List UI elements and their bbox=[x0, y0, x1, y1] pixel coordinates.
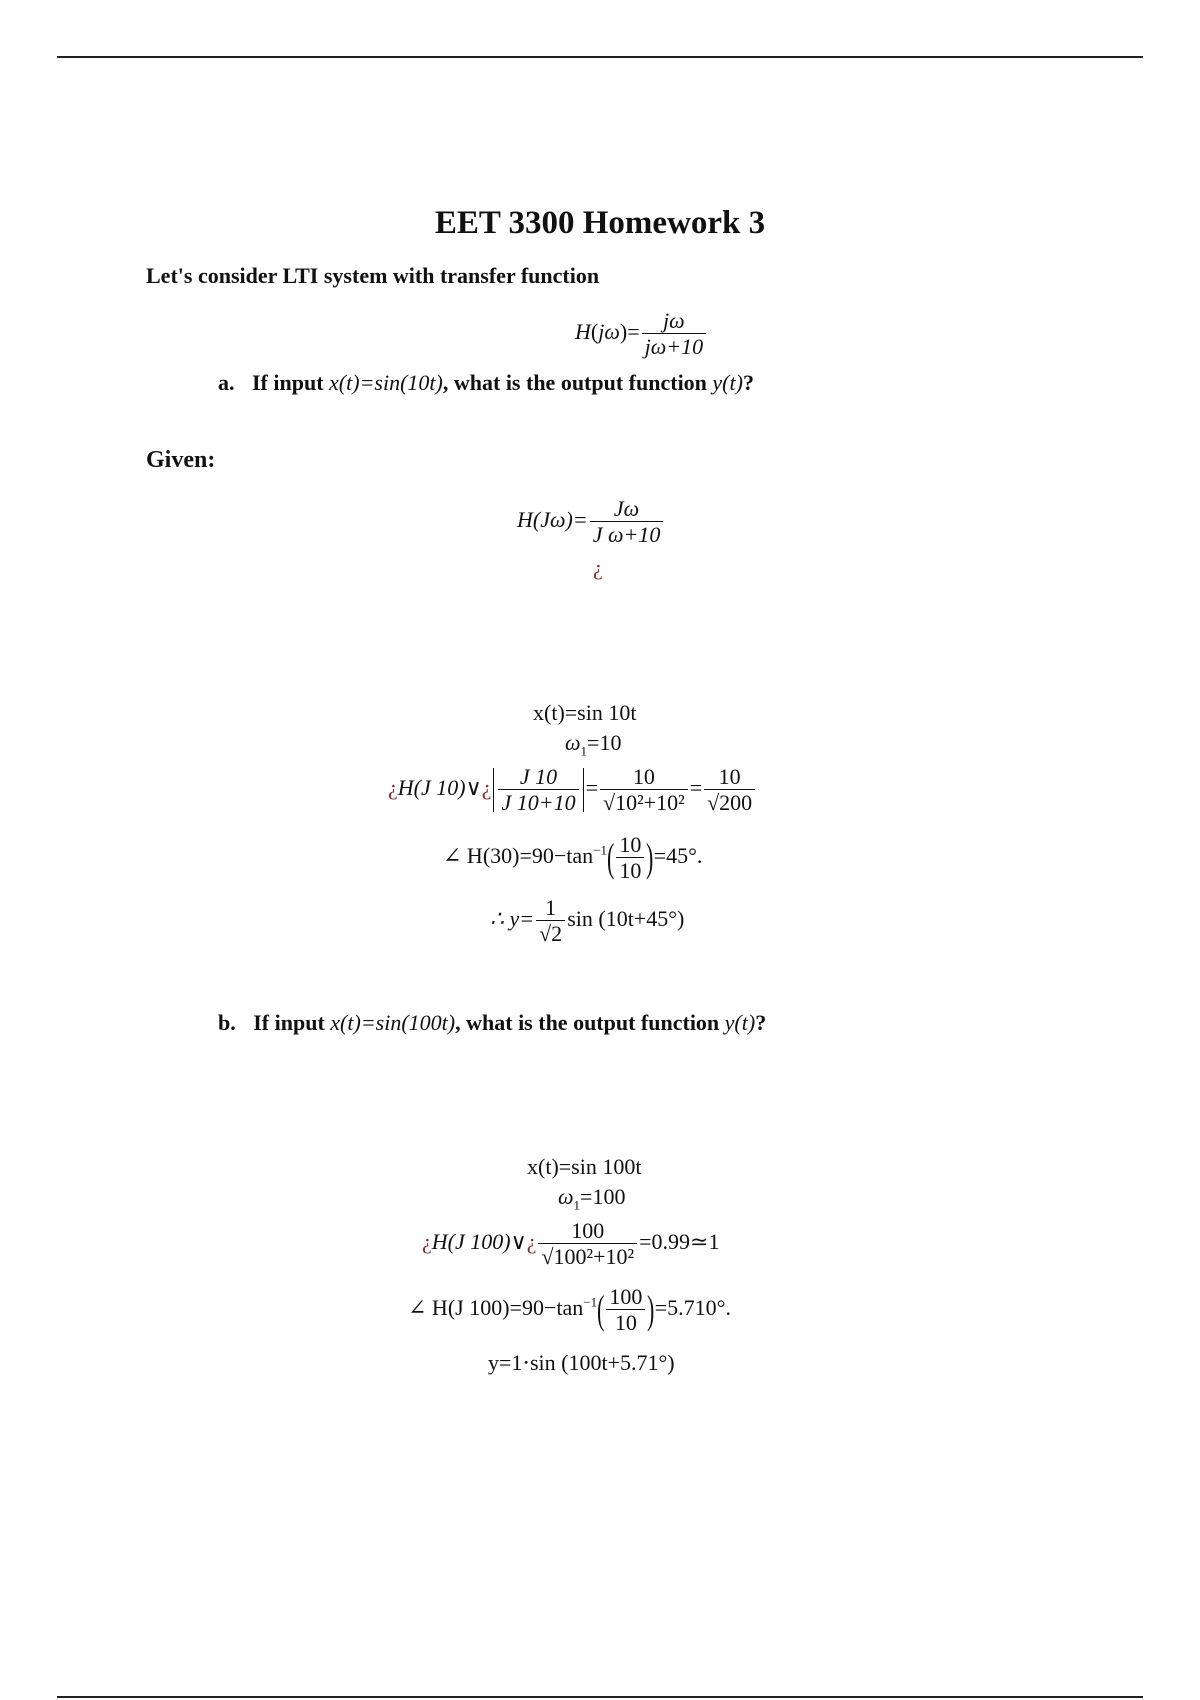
sol-a-frac2-num: 10 bbox=[600, 764, 688, 790]
sol-a-omega-sub: 1 bbox=[580, 743, 588, 759]
sol-a-mag-prefix: ¿ bbox=[388, 774, 398, 800]
sol-a-frac1 bbox=[498, 764, 578, 816]
given-num: Jω bbox=[590, 496, 664, 522]
question-a-mid: , what is the output function bbox=[442, 370, 707, 395]
sol-a-mag-lhs: H(J 10)∨ bbox=[397, 774, 482, 800]
sol-b-magnitude bbox=[422, 1218, 719, 1270]
sol-b-mag-prefix: ¿ bbox=[422, 1228, 432, 1254]
sol-a-frac3-num: 10 bbox=[704, 764, 755, 790]
sol-a-phase: ∠ $H(30)=90-\tan^{-1}$( $\frac{10}{10}$ )=45°. bbox=[443, 832, 703, 884]
tf-fraction bbox=[642, 308, 707, 360]
sol-a-mag-prefix2: ¿ bbox=[481, 774, 492, 800]
question-b-mid: , what is the output function bbox=[455, 1010, 720, 1035]
sol-a-out-den: √2 bbox=[539, 921, 563, 947]
question-a bbox=[218, 370, 754, 396]
sol-a-out-frac bbox=[536, 895, 565, 947]
sol-b-omega-val: =100 bbox=[580, 1184, 626, 1209]
tf-arg: jω bbox=[598, 318, 620, 344]
given-label: Given: bbox=[146, 447, 216, 473]
tf-num: jω bbox=[642, 308, 707, 334]
sol-a-frac3-den: √200 bbox=[707, 790, 753, 816]
sol-b-phase-num: 100 bbox=[606, 1284, 645, 1310]
question-a-end: ? bbox=[742, 370, 754, 395]
sol-b-mag-lhs: H(J 100)∨ bbox=[431, 1228, 527, 1254]
sol-a-line1: x(t)=sin 10t bbox=[533, 700, 637, 725]
question-a-output: y(t) bbox=[712, 370, 743, 395]
sol-a-frac1-den: J 10+10 bbox=[501, 790, 576, 816]
tf-lhs: H bbox=[575, 318, 591, 344]
question-b-prefix: If input bbox=[253, 1010, 325, 1035]
question-a-input: x(t)=sin(10t) bbox=[329, 370, 443, 395]
sol-b-mag-frac bbox=[538, 1218, 637, 1270]
sol-b-line1: x(t)=sin 100t bbox=[527, 1154, 642, 1179]
tf-paren: ( bbox=[590, 318, 599, 344]
sol-a-phase-den: 10 bbox=[619, 858, 642, 884]
sol-a-frac3 bbox=[704, 764, 755, 816]
sol-b-mag-result: =0.99≃1 bbox=[639, 1228, 720, 1254]
question-b-input: x(t)=sin(100t) bbox=[330, 1010, 456, 1035]
tf-den: jω+10 bbox=[644, 334, 704, 360]
sol-b-phase: ∠ H(J $100)=90-\tan^{-1}$( $\frac{100}{10}$ )=5.710°. bbox=[408, 1284, 731, 1336]
given-lhs: H(Jω)= bbox=[517, 506, 588, 532]
sol-a-output bbox=[490, 895, 684, 947]
top-rule bbox=[57, 56, 1143, 58]
sol-b-mag-prefix2: ¿ bbox=[526, 1228, 537, 1254]
question-a-prefix: If input bbox=[252, 370, 324, 395]
sol-b-mag-den: √100²+10² bbox=[541, 1244, 635, 1270]
given-stray-char: ¿ bbox=[593, 555, 603, 580]
sol-a-omega-val: =10 bbox=[587, 730, 622, 755]
sol-b-phase-result: =5.710°. bbox=[654, 1294, 731, 1320]
sol-a-magnitude: ¿H(J 10)∨¿ $\frac{J 10}{J 10+10}$ = $\frac{10}{\text{√10²+10²}}$ = $\frac{10}{√200}$ bbox=[388, 764, 757, 816]
question-b bbox=[218, 1010, 766, 1036]
page-title: EET 3300 Homework 3 bbox=[434, 205, 766, 241]
sol-a-phase-sup: −1 bbox=[593, 842, 608, 858]
bottom-rule bbox=[57, 1696, 1143, 1698]
intro-text: Let's consider LTI system with transfer function bbox=[146, 263, 600, 288]
question-a-label: a. bbox=[218, 370, 235, 395]
sol-b-omega: ω bbox=[558, 1184, 574, 1209]
sol-b-phase-sup: −1 bbox=[583, 1294, 598, 1310]
sol-b-phase-lhs: ∠ H(J 100)=90−tan bbox=[408, 1294, 584, 1320]
sol-a-phase-lhs: ∠ H(30)=90−tan bbox=[443, 842, 594, 868]
sol-a-phase-frac bbox=[616, 832, 644, 884]
sol-a-frac1-num: J 10 bbox=[498, 764, 578, 790]
given-equation bbox=[517, 496, 665, 548]
sol-a-out-lhs: ∴ y= bbox=[490, 905, 535, 931]
sol-b-output: y=1⋅sin (100t+5.71°) bbox=[488, 1350, 675, 1375]
sol-a-phase-num: 10 bbox=[616, 832, 644, 858]
question-b-label: b. bbox=[218, 1010, 236, 1035]
sol-a-frac2 bbox=[600, 764, 688, 816]
sol-a-line2 bbox=[565, 730, 621, 759]
sol-a-frac2-den: √10²+10² bbox=[603, 790, 685, 816]
sol-b-phase-frac bbox=[606, 1284, 645, 1336]
sol-b-line2 bbox=[558, 1184, 625, 1213]
given-fraction bbox=[590, 496, 664, 548]
sol-a-phase-result: =45°. bbox=[653, 842, 703, 868]
transfer-function-eq: H(jω)= $\frac{j\omega}{j\omega+10}$ bbox=[575, 308, 708, 360]
sol-a-out-rhs: sin (10t+45°) bbox=[567, 905, 685, 931]
sol-b-mag-num: 100 bbox=[538, 1218, 637, 1244]
sol-b-phase-den: 10 bbox=[614, 1310, 637, 1336]
sol-a-omega: ω bbox=[565, 730, 581, 755]
sol-a-out-num: 1 bbox=[536, 895, 565, 921]
given-den: J ω+10 bbox=[592, 522, 661, 548]
question-b-end: ? bbox=[755, 1010, 767, 1035]
question-b-output: y(t) bbox=[724, 1010, 756, 1035]
sol-b-omega-sub: 1 bbox=[573, 1197, 581, 1213]
